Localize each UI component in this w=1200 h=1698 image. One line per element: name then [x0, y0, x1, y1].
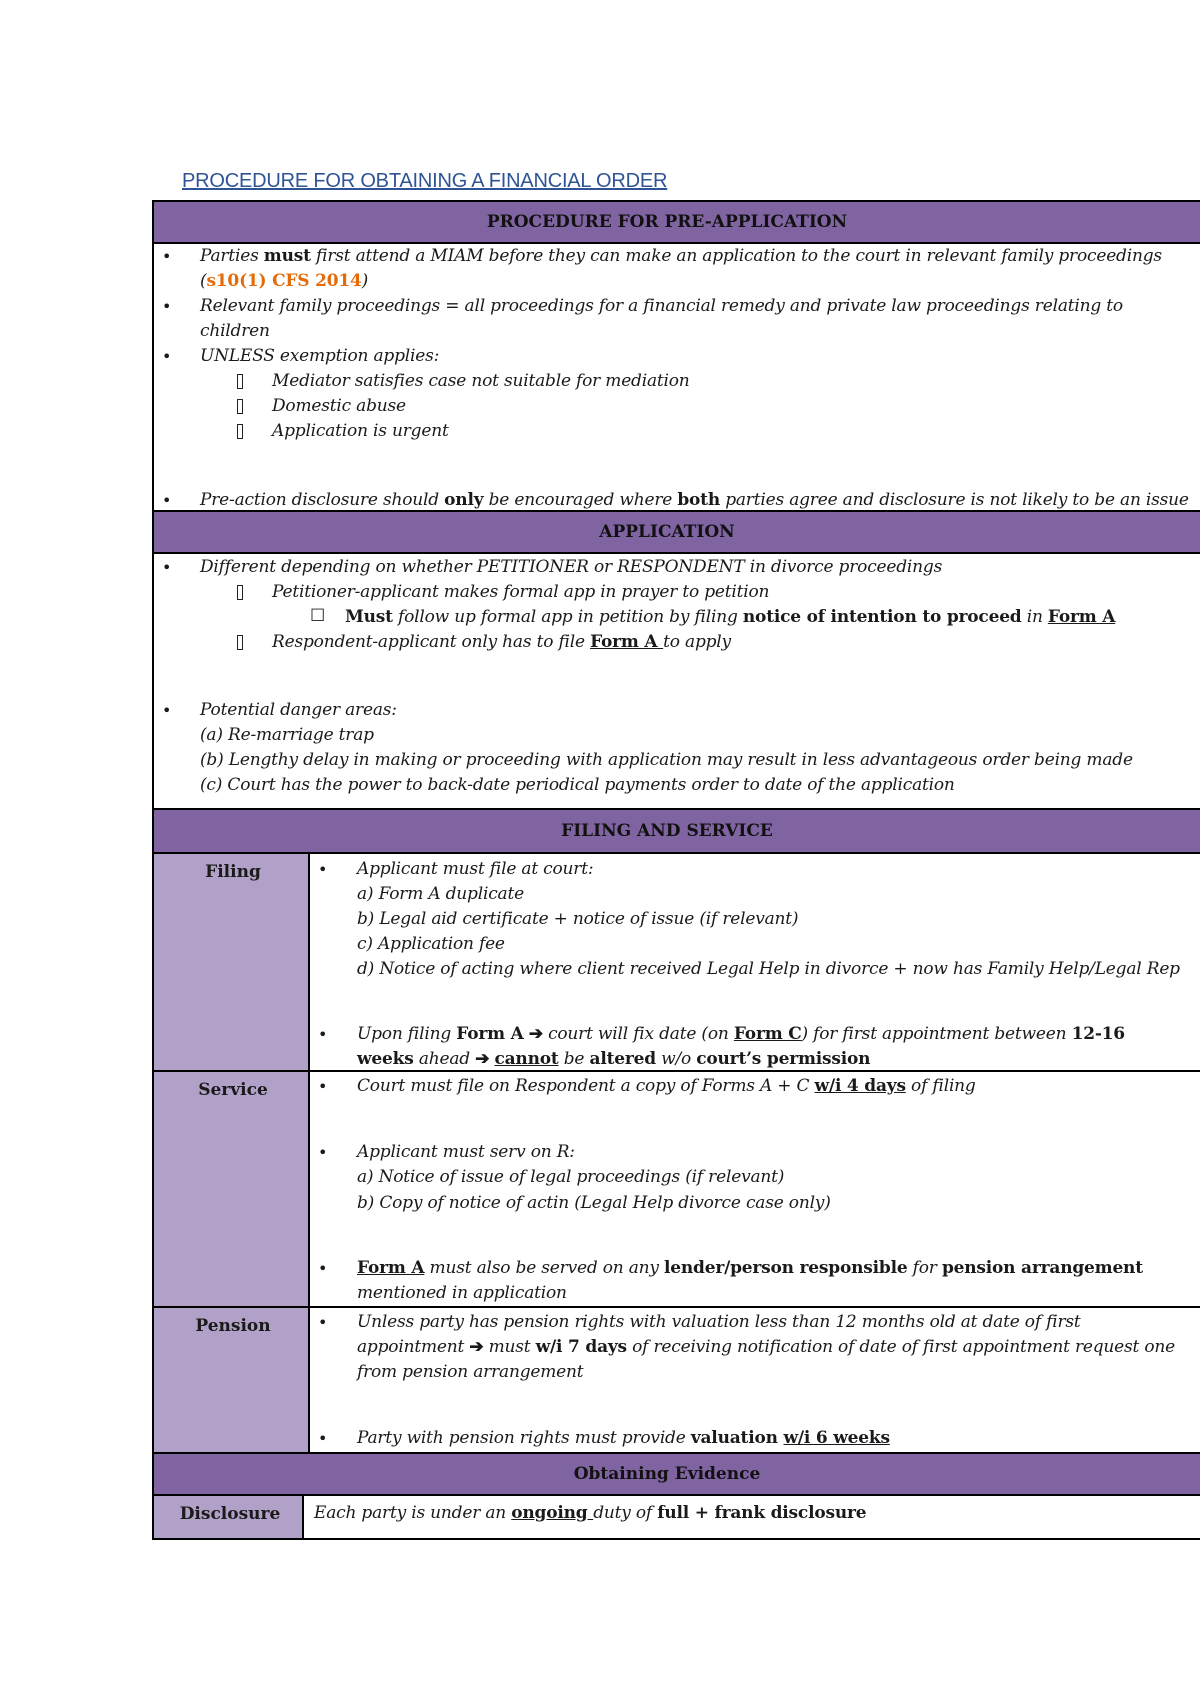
bullet-icon: • [162, 491, 172, 510]
filing-item: b) Legal aid certificate + notice of issue (if relevant) [357, 909, 799, 929]
bullet-icon: • [318, 1025, 328, 1044]
evidence-header: Obtaining Evidence [152, 1452, 1200, 1496]
exemption-item: Mediator satisfies case not suitable for mediation [272, 371, 690, 391]
service-line-1: Court must file on Respondent a copy of Forms A + C w/i 4 days of filing [357, 1076, 976, 1096]
danger-item: (a) Re-marriage trap [200, 725, 374, 745]
service-item: b) Copy of notice of actin (Legal Help divorce case only) [357, 1193, 831, 1213]
application-header: APPLICATION [152, 510, 1200, 554]
application-line-4: Respondent-applicant only has to file Form A to apply [272, 632, 731, 652]
pension-line-3: from pension arrangement [357, 1362, 584, 1382]
danger-item: (b) Lengthy delay in making or proceeding with application may result in less advantageous order being made [200, 750, 1133, 770]
service-item: a) Notice of issue of legal proceedings (if relevant) [357, 1167, 785, 1187]
arrow-right-icon: ➔ [528, 1024, 543, 1044]
disclosure-line-1: Each party is under an ongoing duty of full + frank disclosure [314, 1503, 867, 1523]
pension-label-cell [152, 1306, 310, 1454]
bullet-icon: • [318, 1077, 328, 1096]
square-bullet-icon [237, 585, 243, 600]
application-line-2: Petitioner-applicant makes formal app in prayer to petition [272, 582, 770, 602]
square-bullet-icon [237, 635, 243, 650]
bullet-icon: • [318, 1313, 328, 1332]
application-line-1: Different depending on whether PETITIONER or RESPONDENT in divorce proceedings [200, 557, 943, 577]
exemption-item: Application is urgent [272, 421, 449, 441]
pre-app-line-6: Pre-action disclosure should only be encouraged where both parties agree and disclosure is not likely to be an issue [200, 490, 1189, 510]
bullet-icon: • [318, 860, 328, 879]
pre-application-header: PROCEDURE FOR PRE-APPLICATION [152, 200, 1200, 244]
check-bullet-icon: ☐ [310, 606, 326, 626]
bullet-icon: • [318, 1259, 328, 1278]
pre-app-line-5: UNLESS exemption applies: [200, 346, 440, 366]
filing-line-1: Applicant must file at court: [357, 859, 594, 879]
bullet-icon: • [162, 701, 172, 720]
disclosure-label-cell [152, 1494, 304, 1540]
service-label: Service [198, 1080, 268, 1100]
arrow-right-icon: ➔ [469, 1337, 484, 1357]
application-line-5: Potential danger areas: [200, 700, 397, 720]
filing-label: Filing [205, 862, 261, 882]
pre-app-line-1: Parties must first attend a MIAM before they can make an application to the court in relevant family proceedings [200, 246, 1162, 266]
disclosure-label: Disclosure [179, 1504, 281, 1524]
filing-line-3: weeks ahead ➔ cannot be altered w/o court’s permission [357, 1049, 871, 1069]
application-line-3: Must follow up formal app in petition by filing notice of intention to proceed in Form A [345, 607, 1116, 627]
pre-app-citation: (s10(1) CFS 2014) [200, 271, 369, 291]
service-line-4: mentioned in application [357, 1283, 567, 1303]
arrow-right-icon: ➔ [475, 1049, 490, 1069]
pension-label: Pension [195, 1316, 271, 1336]
danger-item: (c) Court has the power to back-date periodical payments order to date of the application [200, 775, 955, 795]
pension-line-2: appointment ➔ must w/i 7 days of receiving notification of date of first appointment request one [357, 1337, 1176, 1357]
filing-item: a) Form A duplicate [357, 884, 524, 904]
page-title: PROCEDURE FOR OBTAINING A FINANCIAL ORDER [182, 170, 668, 192]
bullet-icon: • [318, 1429, 328, 1448]
pension-line-4: Party with pension rights must provide valuation w/i 6 weeks [357, 1428, 890, 1448]
service-line-2: Applicant must serv on R: [357, 1142, 575, 1162]
pre-app-line-3: Relevant family proceedings = all proceedings for a financial remedy and private law proceedings relating to [200, 296, 1123, 316]
service-line-3: Form A must also be served on any lender/person responsible for pension arrangement [357, 1258, 1143, 1278]
pension-line-1: Unless party has pension rights with valuation less than 12 months old at date of first [357, 1312, 1081, 1332]
service-label-cell [152, 1070, 310, 1308]
bullet-icon: • [162, 297, 172, 316]
filing-label-cell [152, 852, 310, 1072]
filing-service-header: FILING AND SERVICE [152, 808, 1200, 854]
square-bullet-icon [237, 374, 243, 389]
pre-app-line-4: children [200, 321, 270, 341]
bullet-icon: • [162, 347, 172, 366]
exemption-item: Domestic abuse [272, 396, 406, 416]
filing-line-2: Upon filing Form A ➔ court will fix date (on Form C) for first appointment between 12-16 [357, 1024, 1125, 1044]
filing-item: d) Notice of acting where client received Legal Help in divorce + now has Family Help/Legal Rep [357, 959, 1180, 979]
square-bullet-icon [237, 424, 243, 439]
bullet-icon: • [162, 247, 172, 266]
bullet-icon: • [318, 1143, 328, 1162]
bullet-icon: • [162, 558, 172, 577]
square-bullet-icon [237, 399, 243, 414]
filing-item: c) Application fee [357, 934, 505, 954]
